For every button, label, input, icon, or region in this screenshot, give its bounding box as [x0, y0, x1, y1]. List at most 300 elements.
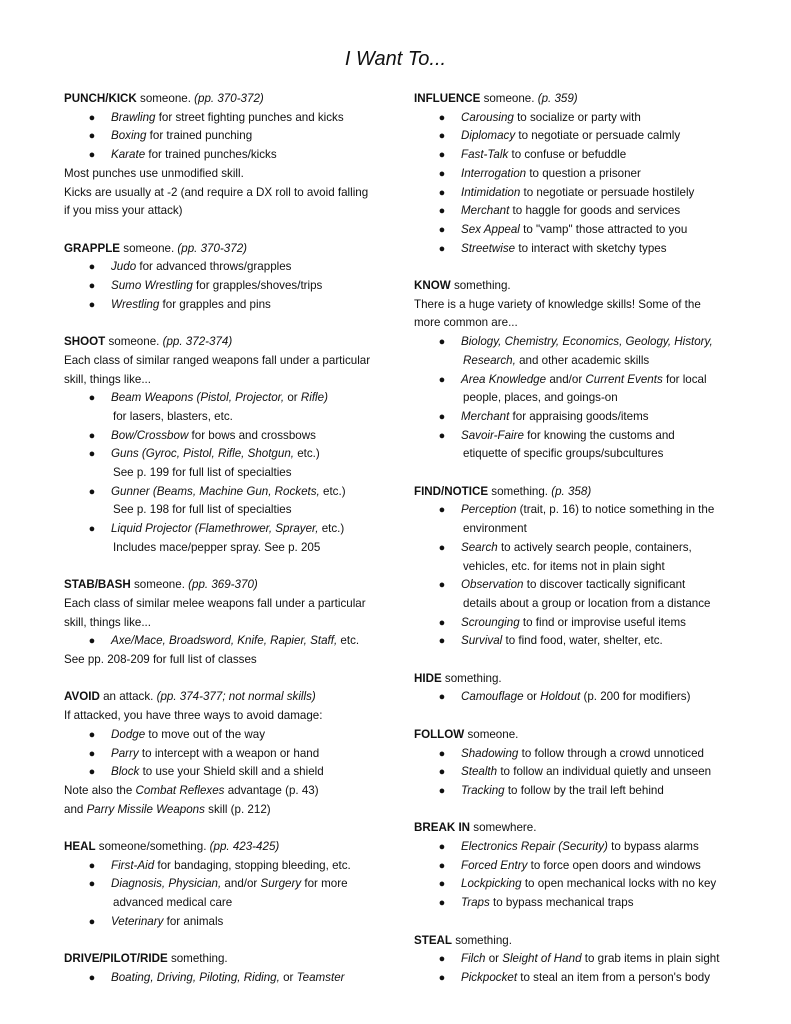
- skill-name: Gunner (Beams, Machine Gun, Rockets,: [111, 484, 320, 498]
- skill-name: Bow/Crossbow: [111, 428, 189, 442]
- skill-name: Area Knowledge: [461, 372, 547, 386]
- bullet-icon: ●: [88, 280, 96, 293]
- item-continuation: [461, 520, 744, 539]
- section-note-line: See pp. 208-209 for full list of classes: [64, 653, 257, 667]
- list-item: [414, 371, 744, 408]
- section-keyword: HIDE: [414, 671, 442, 685]
- skill-name: Merchant: [461, 409, 510, 423]
- list-item: [414, 838, 744, 857]
- bullet-list: [64, 109, 382, 165]
- list-item: [414, 109, 744, 128]
- skill-name: Wrestling: [111, 297, 160, 311]
- bullet-icon: ●: [88, 523, 96, 536]
- item-text: and other academic skills: [515, 353, 650, 367]
- item-text: for knowing the customs and: [523, 428, 675, 442]
- list-item: [64, 969, 382, 988]
- section-keyword: SHOOT: [64, 335, 106, 349]
- bullet-icon: ●: [438, 541, 446, 554]
- section-intro-line: more common are...: [414, 316, 518, 330]
- bullet-list: [414, 688, 744, 707]
- section-hide: [414, 670, 744, 707]
- item-text: to interact with sketchy types: [515, 241, 667, 255]
- list-item: [414, 894, 744, 913]
- page-reference: (pp. 372-374): [162, 335, 233, 349]
- section-heading: [64, 333, 382, 352]
- bullet-list: [414, 745, 744, 801]
- skill-name: Diplomacy: [461, 129, 516, 143]
- section-heading: [414, 670, 744, 689]
- page-title: I Want To...: [344, 48, 447, 70]
- section-intro-line: skill, things like...: [64, 615, 151, 629]
- section-keyword: FOLLOW: [414, 727, 465, 741]
- section-object: something.: [441, 671, 502, 685]
- skill-name: Traps: [461, 896, 490, 910]
- item-text: to use your Shield skill and a shield: [139, 765, 324, 779]
- item-text: for advanced throws/grapples: [136, 260, 292, 274]
- page-reference: (p. 358): [551, 484, 592, 498]
- section-keyword: AVOID: [64, 690, 100, 704]
- skill-name: Tracking: [461, 783, 505, 797]
- section-intro-line: There is a huge variety of knowledge skills! Some of the: [414, 297, 701, 311]
- item-text: for local: [662, 372, 707, 386]
- left-column: [64, 90, 382, 1006]
- section-intro-line: If attacked, you have three ways to avoid damage:: [64, 709, 323, 723]
- skill-name: Merchant: [461, 204, 510, 218]
- bullet-icon: ●: [88, 111, 96, 124]
- skill-name: Observation: [461, 578, 524, 592]
- page-reference: (p. 359): [537, 92, 578, 105]
- bullet-list: [414, 838, 744, 913]
- item-continuation: [461, 445, 744, 464]
- section-keyword: FIND/NOTICE: [414, 484, 489, 498]
- skill-name: Current Events: [585, 372, 663, 386]
- section-heading: [414, 932, 744, 951]
- bullet-icon: ●: [88, 766, 96, 779]
- bullet-icon: ●: [438, 878, 446, 891]
- skill-name: Interrogation: [461, 166, 527, 180]
- section-intro-line: Each class of similar melee weapons fall under a particular: [64, 596, 366, 610]
- list-item: [64, 427, 382, 446]
- skill-name: Sumo Wrestling: [111, 279, 193, 293]
- skill-name: Filch: [461, 952, 486, 966]
- bullet-icon: ●: [88, 298, 96, 311]
- list-item: [414, 950, 744, 969]
- bullet-icon: ●: [438, 691, 446, 704]
- list-item: [414, 221, 744, 240]
- item-text: for bows and crossbows: [188, 428, 316, 442]
- bullet-icon: ●: [438, 410, 446, 423]
- skill-name: Survival: [461, 634, 503, 648]
- section-steal: [414, 932, 744, 988]
- item-text: to find food, water, shelter, etc.: [502, 634, 663, 648]
- item-text: Includes mace/pepper spray. See p. 205: [113, 540, 321, 554]
- skill-name: Boating, Driving, Piloting, Riding,: [111, 970, 280, 984]
- section-object: something.: [167, 952, 228, 966]
- list-item: [64, 857, 382, 876]
- list-item: [64, 632, 382, 651]
- section-object: someone.: [136, 92, 195, 105]
- item-text: to "vamp" those attracted to you: [519, 222, 688, 236]
- list-item: [64, 726, 382, 745]
- item-text: to find or improvise useful items: [519, 615, 686, 629]
- skill-name: Electronics Repair (Security): [461, 840, 608, 854]
- list-item: [414, 539, 744, 576]
- skill-name: Judo: [111, 260, 137, 274]
- skill-name: Karate: [111, 148, 146, 162]
- section-object: something.: [450, 279, 511, 293]
- skill-name: Lockpicking: [461, 877, 522, 891]
- bullet-icon: ●: [88, 149, 96, 162]
- list-item: [64, 296, 382, 315]
- item-text: to grab items in plain sight: [581, 952, 720, 966]
- bullet-icon: ●: [438, 111, 446, 124]
- list-item: [414, 875, 744, 894]
- skill-name: Dodge: [111, 727, 146, 741]
- note-text: advantage (p. 43): [224, 783, 319, 797]
- section-keyword: STAB/BASH: [64, 578, 131, 592]
- section-note-line: [64, 782, 382, 801]
- section-heading: [64, 90, 382, 109]
- item-text: details about a group or location from a distance: [463, 596, 711, 610]
- note-text: and: [64, 802, 87, 816]
- list-item: [64, 127, 382, 146]
- section-keyword: GRAPPLE: [64, 241, 121, 255]
- bullet-icon: ●: [438, 784, 446, 797]
- item-text: to move out of the way: [145, 727, 266, 741]
- item-continuation: [461, 389, 744, 408]
- skill-name: Axe/Mace, Broadsword, Knife, Rapier, Staff,: [111, 634, 338, 648]
- skill-name: Sleight of Hand: [502, 952, 582, 966]
- bullet-icon: ●: [438, 223, 446, 236]
- section-object: someone.: [464, 727, 519, 741]
- item-text: to confuse or befuddle: [508, 148, 627, 162]
- skill-name: Teamster: [296, 970, 345, 984]
- section-heading: [64, 240, 382, 259]
- page-reference: (pp. 370-372): [194, 92, 264, 105]
- bullet-icon: ●: [438, 859, 446, 872]
- list-item: [64, 109, 382, 128]
- skill-name: Research,: [463, 353, 516, 367]
- bullet-icon: ●: [438, 579, 446, 592]
- bullet-list: [64, 632, 382, 651]
- page-reference: (pp. 370-372): [177, 241, 248, 255]
- item-continuation: [111, 464, 382, 483]
- item-text: or: [279, 970, 297, 984]
- item-text: to actively search people, containers,: [497, 540, 692, 554]
- list-item: [414, 576, 744, 613]
- skill-name: Boxing: [111, 129, 147, 143]
- list-item: [414, 165, 744, 184]
- bullet-icon: ●: [88, 130, 96, 143]
- bullet-icon: ●: [438, 429, 446, 442]
- bullet-icon: ●: [438, 971, 446, 984]
- skill-name: Streetwise: [461, 241, 516, 255]
- section-heading: [414, 90, 744, 109]
- item-text: for animals: [163, 914, 224, 928]
- bullet-icon: ●: [438, 897, 446, 910]
- bullet-icon: ●: [438, 242, 446, 255]
- item-text: for lasers, blasters, etc.: [113, 409, 233, 423]
- right-column: [414, 90, 744, 1006]
- section-intro-line: skill, things like...: [64, 372, 151, 386]
- list-item: [64, 146, 382, 165]
- skill-name: Combat Reflexes: [135, 783, 225, 797]
- bullet-list: [414, 109, 744, 259]
- item-text: See p. 199 for full list of specialties: [113, 466, 292, 480]
- item-text: to socialize or party with: [513, 110, 641, 124]
- skill-name: Search: [461, 540, 498, 554]
- bullet-icon: ●: [438, 766, 446, 779]
- skill-name: Fast-Talk: [461, 148, 509, 162]
- bullet-list: [414, 333, 744, 464]
- skill-name: Parry Missile Weapons: [86, 802, 205, 816]
- list-item: [414, 202, 744, 221]
- item-text: to bypass alarms: [607, 840, 699, 854]
- item-text: to bypass mechanical traps: [489, 896, 634, 910]
- skill-name: Diagnosis, Physician,: [111, 877, 222, 891]
- item-text: etc.): [319, 484, 346, 498]
- item-text: or: [284, 391, 301, 405]
- section-intro-line: Each class of similar ranged weapons fall under a particular: [64, 353, 371, 367]
- item-text: to discover tactically significant: [523, 578, 686, 592]
- skill-name: Sex Appeal: [461, 222, 520, 236]
- section-drive: [64, 950, 382, 987]
- item-text: etc.: [337, 634, 360, 648]
- bullet-icon: ●: [88, 859, 96, 872]
- bullet-list: [64, 726, 382, 782]
- skill-name: Parry: [111, 746, 139, 760]
- section-heading: [64, 950, 382, 969]
- list-item: [414, 969, 744, 988]
- section-avoid: [64, 688, 382, 819]
- item-text: to haggle for goods and services: [509, 204, 681, 218]
- bullet-icon: ●: [438, 373, 446, 386]
- skill-name: Veterinary: [111, 914, 164, 928]
- list-item: [64, 913, 382, 932]
- list-item: [414, 688, 744, 707]
- item-text: to steal an item from a person's body: [517, 970, 711, 984]
- list-item: [64, 875, 382, 912]
- list-item: [414, 745, 744, 764]
- item-continuation: [461, 558, 744, 577]
- note-text: Note also the: [64, 783, 136, 797]
- skill-name: Forced Entry: [461, 858, 528, 872]
- bullet-list: [414, 950, 744, 987]
- bullet-icon: ●: [438, 504, 446, 517]
- section-influence: [414, 90, 744, 258]
- skill-name: Carousing: [461, 110, 514, 124]
- item-text: for street fighting punches and kicks: [155, 110, 344, 124]
- bullet-icon: ●: [438, 186, 446, 199]
- list-item: [414, 614, 744, 633]
- section-keyword: HEAL: [64, 840, 96, 854]
- skill-name: Stealth: [461, 765, 498, 779]
- skill-name: Beam Weapons (Pistol, Projector,: [111, 391, 285, 405]
- skill-name: First-Aid: [111, 858, 155, 872]
- skill-name: Camouflage: [461, 690, 524, 704]
- item-text: vehicles, etc. for items not in plain sight: [463, 559, 665, 573]
- list-item: [64, 258, 382, 277]
- list-item: [64, 277, 382, 296]
- section-note-line: Kicks are usually at -2 (and require a DX roll to avoid falling: [64, 185, 369, 199]
- list-item: [414, 146, 744, 165]
- section-stab-bash: [64, 576, 382, 670]
- skill-name: Rifle): [300, 391, 328, 405]
- bullet-icon: ●: [88, 261, 96, 274]
- section-know: [414, 277, 744, 464]
- list-item: [414, 127, 744, 146]
- bullet-icon: ●: [438, 953, 446, 966]
- skill-name: Shadowing: [461, 746, 519, 760]
- item-text: for grapples/shoves/trips: [192, 279, 323, 293]
- section-keyword: INFLUENCE: [414, 92, 481, 105]
- bullet-icon: ●: [88, 448, 96, 461]
- bullet-icon: ●: [438, 635, 446, 648]
- item-text: and/or: [221, 877, 261, 891]
- list-item: [414, 408, 744, 427]
- page-reference: (pp. 374-377; not normal skills): [156, 690, 316, 704]
- bullet-icon: ●: [438, 205, 446, 218]
- section-heading: [64, 688, 382, 707]
- list-item: [414, 763, 744, 782]
- section-heading: [414, 819, 744, 838]
- section-heading: [414, 483, 744, 502]
- item-text: to intercept with a weapon or hand: [138, 746, 320, 760]
- skill-name: Guns (Gyroc, Pistol, Rifle, Shotgun,: [111, 447, 294, 461]
- section-keyword: KNOW: [414, 279, 451, 293]
- section-find: [414, 483, 744, 651]
- list-item: [414, 333, 744, 370]
- item-text: to negotiate or persuade hostilely: [520, 185, 695, 199]
- section-note-line: if you miss your attack): [64, 204, 183, 218]
- bullet-icon: ●: [438, 841, 446, 854]
- item-text: or: [523, 690, 541, 704]
- section-shoot: [64, 333, 382, 557]
- section-heading: [64, 838, 382, 857]
- item-text: for grapples and pins: [159, 297, 271, 311]
- section-heading: [64, 576, 382, 595]
- section-keyword: DRIVE/PILOT/RIDE: [64, 952, 168, 966]
- skill-name: Pickpocket: [461, 970, 518, 984]
- bullet-icon: ●: [88, 485, 96, 498]
- list-item: [414, 240, 744, 259]
- item-text: to question a prisoner: [526, 166, 641, 180]
- bullet-icon: ●: [88, 747, 96, 760]
- section-grapple: [64, 240, 382, 315]
- section-note-line: Most punches use unmodified skill.: [64, 166, 244, 180]
- item-text: to negotiate or persuade calmly: [515, 129, 681, 143]
- item-text: to force open doors and windows: [527, 858, 701, 872]
- section-object: someone.: [480, 92, 538, 105]
- item-text: for appraising goods/items: [509, 409, 649, 423]
- item-text: See p. 198 for full list of specialties: [113, 503, 292, 517]
- section-object: someone.: [105, 335, 163, 349]
- bullet-icon: ●: [88, 392, 96, 405]
- section-punch-kick: [64, 90, 382, 221]
- list-item: [64, 520, 382, 557]
- item-text: etc.): [318, 522, 345, 536]
- note-text: skill (p. 212): [204, 802, 271, 816]
- item-continuation: [111, 539, 382, 558]
- bullet-icon: ●: [88, 635, 96, 648]
- item-text: to follow through a crowd unnoticed: [518, 746, 704, 760]
- bullet-icon: ●: [88, 429, 96, 442]
- skill-name: Scrounging: [461, 615, 520, 629]
- list-item: [64, 483, 382, 520]
- section-object: something.: [452, 933, 512, 947]
- item-continuation: [461, 595, 744, 614]
- item-continuation: [111, 894, 382, 913]
- list-item: [414, 782, 744, 801]
- section-object: an attack.: [99, 690, 157, 704]
- bullet-icon: ●: [88, 878, 96, 891]
- skill-name: Biology, Chemistry, Economics, Geology, History,: [461, 335, 713, 349]
- section-object: someone.: [120, 241, 178, 255]
- list-item: [414, 501, 744, 538]
- section-note-line: [64, 801, 382, 820]
- skill-name: Liquid Projector (Flamethrower, Sprayer,: [111, 522, 319, 536]
- item-text: etc.): [294, 447, 320, 461]
- skill-name: Brawling: [111, 110, 156, 124]
- skill-name: Intimidation: [461, 185, 521, 199]
- bullet-icon: ●: [88, 915, 96, 928]
- page-reference: (pp. 423-425): [209, 840, 280, 854]
- section-heal: [64, 838, 382, 932]
- item-text: to follow an individual quietly and unseen: [497, 765, 712, 779]
- bullet-icon: ●: [438, 747, 446, 760]
- section-object: someone.: [130, 578, 189, 592]
- bullet-list: [64, 857, 382, 932]
- item-continuation: [111, 501, 382, 520]
- skill-name: Block: [111, 765, 140, 779]
- section-object: someone/something.: [95, 840, 210, 854]
- item-text: to follow by the trail left behind: [504, 783, 664, 797]
- bullet-icon: ●: [88, 728, 96, 741]
- list-item: [414, 632, 744, 651]
- page-reference: (pp. 369-370): [188, 578, 258, 592]
- section-heading: [414, 277, 744, 296]
- bullet-icon: ●: [438, 167, 446, 180]
- list-item: [414, 857, 744, 876]
- skill-name: Savoir-Faire: [461, 428, 524, 442]
- list-item: [414, 427, 744, 464]
- skill-name: Surgery: [260, 877, 302, 891]
- section-keyword: STEAL: [414, 933, 453, 947]
- bullet-list: [64, 969, 382, 988]
- item-text: advanced medical care: [113, 896, 233, 910]
- section-heading: [414, 726, 744, 745]
- list-item: [64, 389, 382, 426]
- item-continuation: [111, 408, 382, 427]
- section-break-in: [414, 819, 744, 913]
- section-keyword: PUNCH/KICK: [64, 92, 137, 105]
- skill-name: Holdout: [540, 690, 581, 704]
- bullet-icon: ●: [438, 149, 446, 162]
- item-text: people, places, and goings-on: [463, 391, 618, 405]
- item-text: for bandaging, stopping bleeding, etc.: [154, 858, 351, 872]
- item-text: etiquette of specific groups/subcultures: [463, 447, 664, 461]
- bullet-list: [414, 501, 744, 651]
- bullet-icon: ●: [438, 130, 446, 143]
- bullet-list: [64, 258, 382, 314]
- item-continuation: [461, 352, 744, 371]
- item-text: (p. 200 for modifiers): [580, 690, 691, 704]
- bullet-list: [64, 389, 382, 557]
- item-text: for trained punches/kicks: [145, 148, 277, 162]
- section-follow: [414, 726, 744, 801]
- section-keyword: BREAK IN: [414, 821, 471, 835]
- item-text: environment: [463, 522, 527, 536]
